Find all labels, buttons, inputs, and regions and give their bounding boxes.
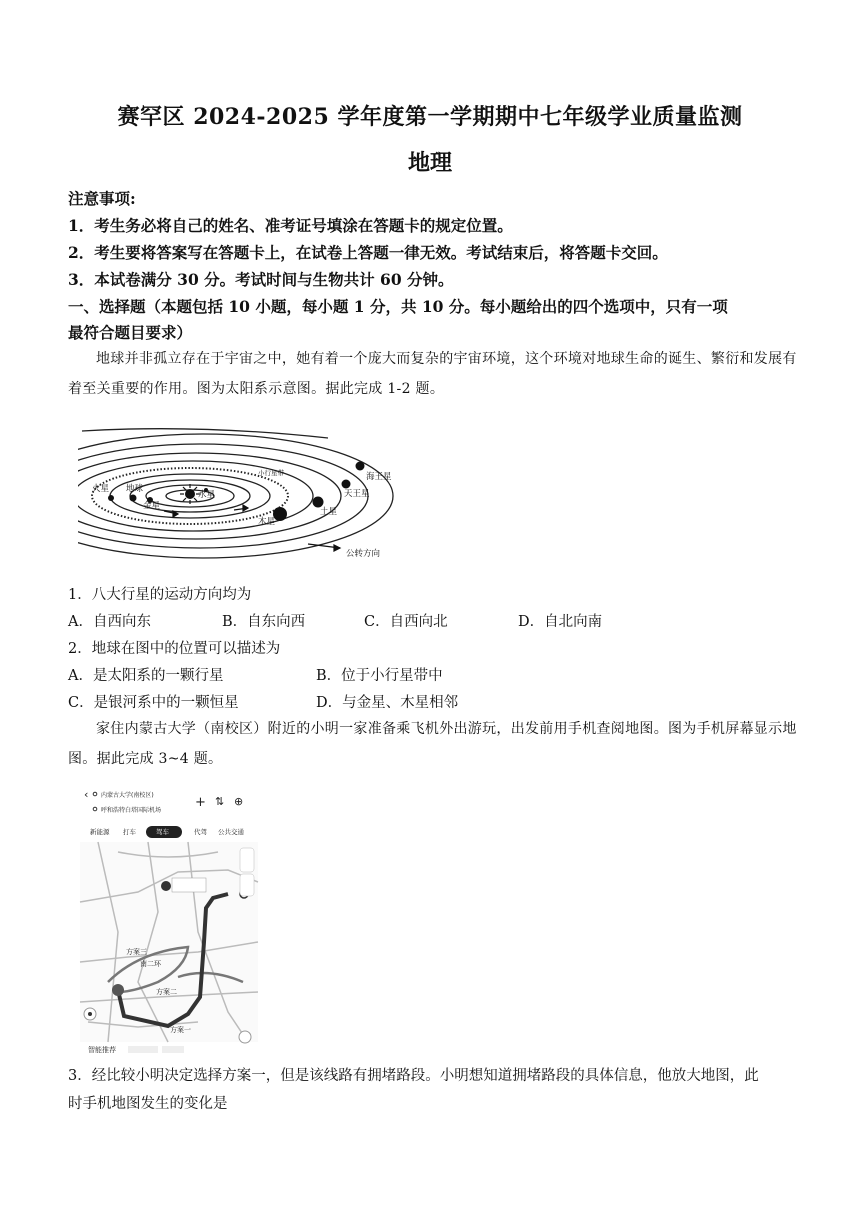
- passage-1: 地球并非孤立存在于宇宙之中，她有着一个庞大而复杂的宇宙环境，这个环境对地球生命的诞生、繁衍和发展有着至关重要的作用。图为太阳系示意图。据此完成 1-2 题。: [68, 351, 797, 397]
- map-area: [80, 842, 258, 1043]
- add-stop-icon: +: [195, 795, 206, 810]
- question-3-line2: 时手机地图发生的变化是: [68, 1096, 228, 1112]
- notice-item-2: 2．考生要将答案写在答题卡上，在试卷上答题一律无效。考试结束后，将答题卡交回。: [68, 243, 668, 262]
- notice-heading: 注意事项:: [68, 189, 136, 208]
- jupiter-dot: [273, 507, 287, 521]
- notice-item-1: 1．考生务必将自己的姓名、准考证号填涂在答题卡的规定位置。: [68, 216, 513, 235]
- phone-map-figure: [78, 782, 260, 1058]
- mars-dot: [108, 495, 114, 501]
- label-mars: 火星: [92, 483, 110, 493]
- exam-subject: 地理: [407, 150, 452, 176]
- destination-text: 呼和浩特白塔国际机场: [101, 807, 162, 814]
- question-2-stem: 2．地球在图中的位置可以描述为: [68, 641, 281, 657]
- traffic-btn: [240, 848, 254, 872]
- smart-recommend-label: 智能推荐: [88, 1046, 116, 1054]
- tab-drive: 驾车: [156, 828, 169, 836]
- passage-2: 家住内蒙古大学（南校区）附近的小明一家准备乘飞机外出游玩，出发前用手机查阅地图。图为手机屏幕显示地图。据此完成 3~4 题。: [68, 721, 797, 767]
- time-btn: [240, 874, 254, 896]
- label-jupiter: 木星: [258, 516, 276, 526]
- route-label-ring2: 南二环: [140, 960, 161, 968]
- q1-option-b[interactable]: B．自东向西: [222, 614, 306, 630]
- back-icon: ‹: [84, 788, 89, 801]
- q2-option-a[interactable]: A．是太阳系的一颗行星: [68, 668, 224, 684]
- label-direction: 公转方向: [346, 548, 381, 558]
- label-neptune: 海王星: [366, 471, 392, 481]
- label-mercury: 水星: [198, 489, 216, 499]
- question-1-stem: 1．八大行星的运动方向均为: [68, 587, 252, 603]
- notice-item-3: 3．本试卷满分 30 分。考试时间与生物共计 60 分钟。: [68, 270, 454, 289]
- poi-marker: [161, 881, 171, 891]
- start-pin: [112, 984, 124, 996]
- question-3-line1: 3．经比较小明决定选择方案一，但是该线路有拥堵路段。小明想知道拥堵路段的具体信息，他放大地图，此: [68, 1068, 759, 1084]
- route-label-plan1: 方案一: [170, 1026, 191, 1034]
- q2-option-b[interactable]: B．位于小行星带中: [316, 668, 443, 684]
- q1-option-c[interactable]: C．自西向北: [364, 614, 448, 630]
- earth-dot: [130, 495, 137, 502]
- voice-icon: ⊕: [234, 795, 244, 808]
- route-label-plan3: 方案三: [126, 948, 147, 956]
- origin-text: 内蒙古大学(南校区): [101, 792, 154, 799]
- q1-option-a[interactable]: A．自西向东: [68, 614, 151, 630]
- label-uranus: 天王星: [344, 488, 370, 498]
- exam-title: 赛罕区 2024-2025 学年度第一学期期中七年级学业质量监测: [117, 104, 743, 130]
- solar-system-figure: [78, 418, 418, 568]
- tab-new-energy: 新能源: [90, 828, 110, 836]
- tab-designated: 代驾: [194, 828, 207, 836]
- label-earth: 地球: [126, 483, 144, 493]
- label-venus: 金星: [143, 500, 161, 510]
- section-heading-line2: 最符合题目要求）: [68, 323, 193, 342]
- tab-taxi: 打车: [123, 828, 136, 836]
- outer-orbit-arc-top: [82, 429, 328, 438]
- q2-option-d[interactable]: D．与金星、木星相邻: [316, 695, 459, 711]
- tab-transit: 公共交通: [218, 828, 244, 836]
- q1-option-d[interactable]: D．自北向南: [518, 614, 603, 630]
- route-label-plan2: 方案二: [156, 988, 177, 996]
- sun-icon: [180, 484, 200, 504]
- label-saturn: 土星: [320, 506, 338, 516]
- label-asteroid-belt: 小行星带: [258, 470, 284, 477]
- neptune-dot: [356, 462, 365, 471]
- swap-icon: ⇅: [215, 795, 225, 808]
- refresh-icon: [239, 1031, 251, 1043]
- q2-option-c[interactable]: C．是银河系中的一颗恒星: [68, 695, 239, 711]
- section-heading-line1: 一、选择题（本题包括 10 小题，每小题 1 分，共 10 分。每小题给出的四个选项中，只有一项: [68, 297, 728, 316]
